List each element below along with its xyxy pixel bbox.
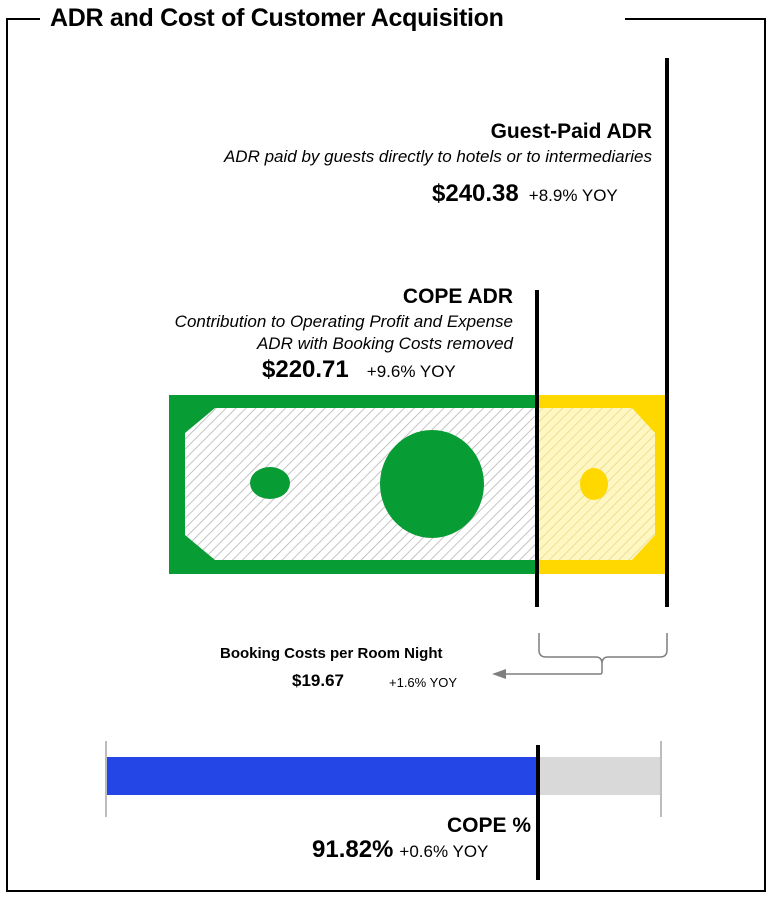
bill-small-circle [250, 467, 290, 499]
booking-costs-yoy: +1.6% YOY [389, 675, 458, 690]
guest-paid-value-line [432, 180, 618, 208]
cope-adr-description-1: Contribution to Operating Profit and Expense [174, 312, 513, 331]
guest-paid-heading: Guest-Paid ADR [490, 120, 652, 143]
page-title: ADR and Cost of Customer Acquisition [50, 4, 504, 32]
cope-pct-yoy: +0.6% YOY [399, 842, 489, 861]
cope-adr-heading: COPE ADR [402, 285, 513, 308]
arrow-left-icon [492, 669, 506, 679]
cope-pct-marker-line [536, 745, 540, 880]
bill-inner-panel-green [185, 408, 537, 560]
cope-pct-value-line [312, 836, 488, 864]
guest-paid-yoy: +8.9% YOY [528, 186, 618, 205]
cope-pct-value: 91.82% [312, 836, 394, 863]
cope-adr-value: $220.71 [262, 356, 349, 383]
booking-costs-heading: Booking Costs per Room Night [220, 645, 443, 662]
booking-cost-bracket [539, 633, 667, 664]
booking-costs-value: $19.67 [292, 671, 344, 690]
cope-pct-bar-fill [107, 757, 537, 795]
guest-paid-marker-line [665, 58, 669, 607]
cope-adr-marker-line [535, 290, 539, 607]
cope-pct-heading: COPE % [446, 814, 531, 837]
cope-adr-yoy: +9.6% YOY [366, 362, 456, 381]
bill-yellow-circle [580, 468, 608, 500]
guest-paid-description: ADR paid by guests directly to hotels or to intermediaries [223, 147, 652, 166]
guest-paid-value: $240.38 [432, 180, 519, 207]
bill-large-circle [380, 430, 484, 538]
bracket-connector [505, 664, 602, 674]
cope-adr-description-2: ADR with Booking Costs removed [256, 334, 513, 353]
cope-adr-value-line [262, 356, 456, 384]
